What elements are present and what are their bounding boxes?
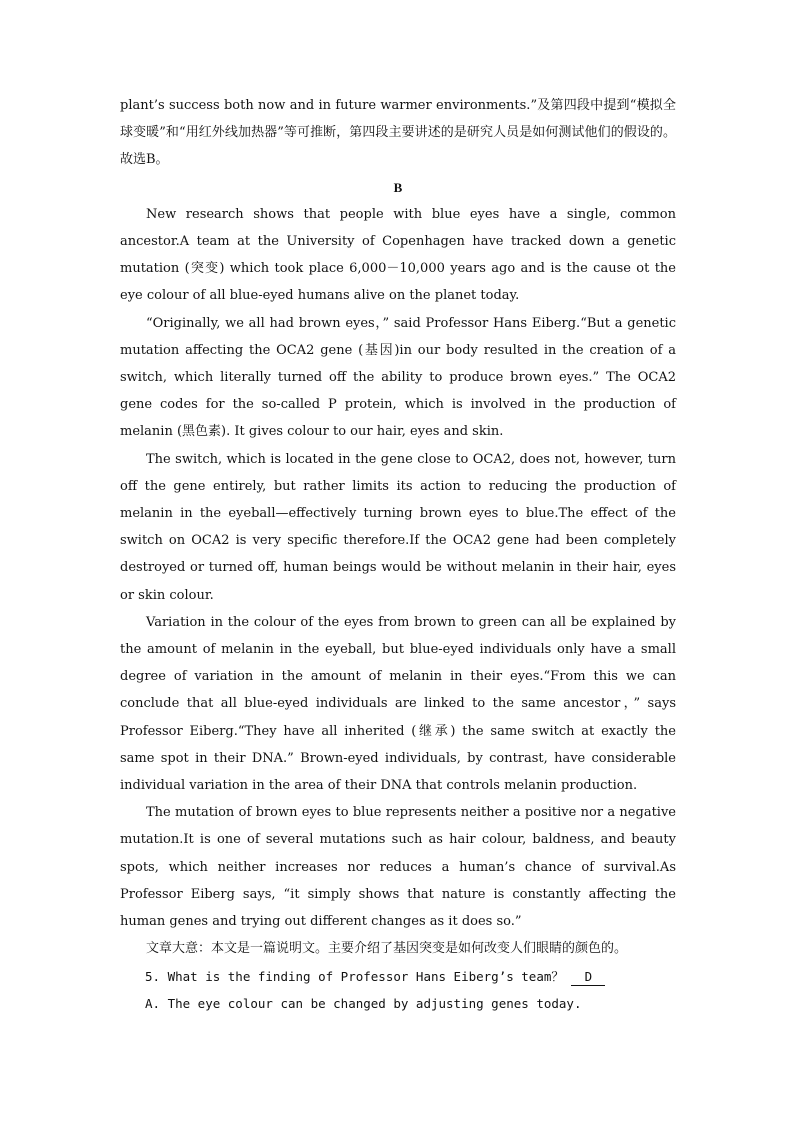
intro-paragraph: plant’s success both now and in future warmer environments.”及第四段中提到“模拟全球变暖”和“用红外线加热器”等可推断，第四段主要讲述的是研究人员是如何测试他们的假设的。故选B。 (120, 98, 676, 168)
document-page (120, 92, 676, 1017)
answer-blank: D (571, 969, 605, 986)
passage-paragraph-3: The switch, which is located in the gene close to OCA2, does not, however, turn off the gene entirely, but rather limits its action to reducing the production of melanin in the eyeball—effectively turning brown eyes to blue.The effect of the switch on OCA2 is very specific therefore.If the OCA2 gene had been completely destroyed or turned off, human beings would be without melanin in their hair, eyes or skin colour. (120, 451, 676, 603)
passage-paragraph-5: The mutation of brown eyes to blue represents neither a positive nor a negative mutation.It is one of several mutations such as hair colour, baldness, and beauty spots, which neither increases nor reduces a human’s chance of survival.As Professor Eiberg says, “it simply shows that nature is constantly affecting the human genes and trying out different changes as it does so.” (120, 805, 676, 930)
passage-paragraph-2: “Originally, we all had brown eyes，” said Professor Hans Eiberg.“But a genetic mutation affecting the OCA2 gene (基因)in our body resulted in the creation of a switch, which literally turned off the ability to produce brown eyes.” The OCA2 gene codes for the so-called P protein, which is involved in the production of melanin (黑色素). It gives colour to our hair, eyes and skin. (120, 315, 676, 440)
question-5 (120, 963, 676, 990)
question-text: 5. What is the finding of Professor Hans Eiberg’s team？ (145, 968, 564, 984)
option-a: A. The eye colour can be changed by adjusting genes today. (145, 995, 582, 1011)
passage-paragraph-4: Variation in the colour of the eyes from brown to green can all be explained by the amount of melanin in the eyeball, but blue-eyed individuals only have a small degree of variation in the amount of melanin in their eyes.“From this we can conclude that all blue-eyed individuals are linked to the same ancestor，” says Professor Eiberg.“They have all inherited (继承) the same switch at exactly the same spot in their DNA.” Brown-eyed individuals, by contrast, have considerable individual variation in the area of their DNA that controls melanin production. (120, 614, 676, 794)
summary-paragraph: 文章大意：本文是一篇说明文。主要介绍了基因突变是如何改变人们眼睛的颜色的。 (146, 941, 628, 957)
section-title: B (393, 179, 403, 195)
passage-paragraph-1: New research shows that people with blue eyes have a single, common ancestor.A team at the University of Copenhagen have tracked down a genetic mutation (突变) which took place 6,000－10,000 years ago and is the cause ot the eye colour of all blue-eyed humans alive on the planet today. (120, 206, 676, 304)
